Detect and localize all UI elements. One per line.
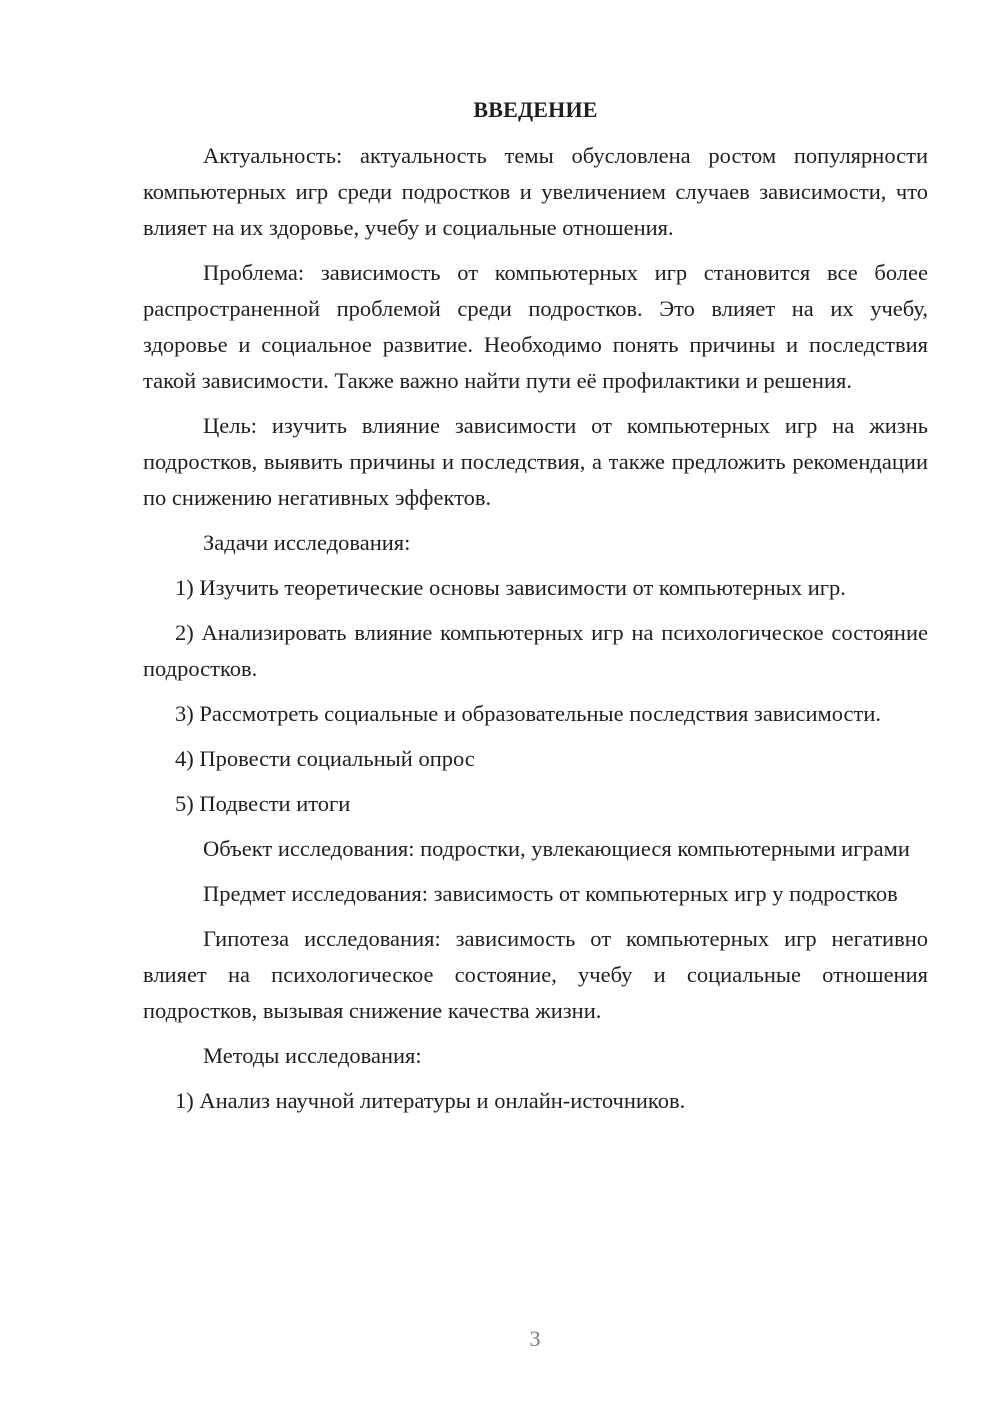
paragraph-object: Объект исследования: подростки, увлекающиеся компьютерными играми xyxy=(203,836,910,861)
paragraph-hypothesis: Гипотеза исследования: зависимость от компьютерных игр негативно влияет на психологическое состояние, учебу и социальные отношения подростков, вызывая снижение качества жизни. xyxy=(143,926,928,1023)
list-item-task-3: 3) Рассмотреть социальные и образовательные последствия зависимости. xyxy=(175,701,882,726)
paragraph-problem: Проблема: зависимость от компьютерных игр становится все более распространенной проблемой среди подростков. Это влияет на их учебу, здоровье и социальное развитие. Необходимо понять причины и последствия такой зависимости. Также важно найти пути её профилактики и решения. xyxy=(143,260,928,393)
page-number: 3 xyxy=(529,1326,541,1351)
paragraph-methods-heading: Методы исследования: xyxy=(203,1043,422,1068)
list-item-task-1: 1) Изучить теоретические основы зависимости от компьютерных игр. xyxy=(175,575,846,600)
section-heading: ВВЕДЕНИЕ xyxy=(473,97,598,122)
paragraph-tasks-heading: Задачи исследования: xyxy=(203,530,411,555)
document-page xyxy=(143,92,928,1128)
paragraph-relevance: Актуальность: актуальность темы обусловлена ростом популярности компьютерных игр среди подростков и увеличением случаев зависимости, что влияет на их здоровье, учебу и социальные отношения. xyxy=(143,143,928,240)
list-item-task-2: 2) Анализировать влияние компьютерных игр на психологическое состояние подростков. xyxy=(143,620,928,681)
list-item-task-5: 5) Подвести итоги xyxy=(175,791,351,816)
list-item-method-1: 1) Анализ научной литературы и онлайн-источников. xyxy=(175,1088,686,1113)
paragraph-goal: Цель: изучить влияние зависимости от компьютерных игр на жизнь подростков, выявить причины и последствия, а также предложить рекомендации по снижению негативных эффектов. xyxy=(143,413,928,510)
list-item-task-4: 4) Провести социальный опрос xyxy=(175,746,475,771)
paragraph-subject: Предмет исследования: зависимость от компьютерных игр у подростков xyxy=(203,881,898,906)
